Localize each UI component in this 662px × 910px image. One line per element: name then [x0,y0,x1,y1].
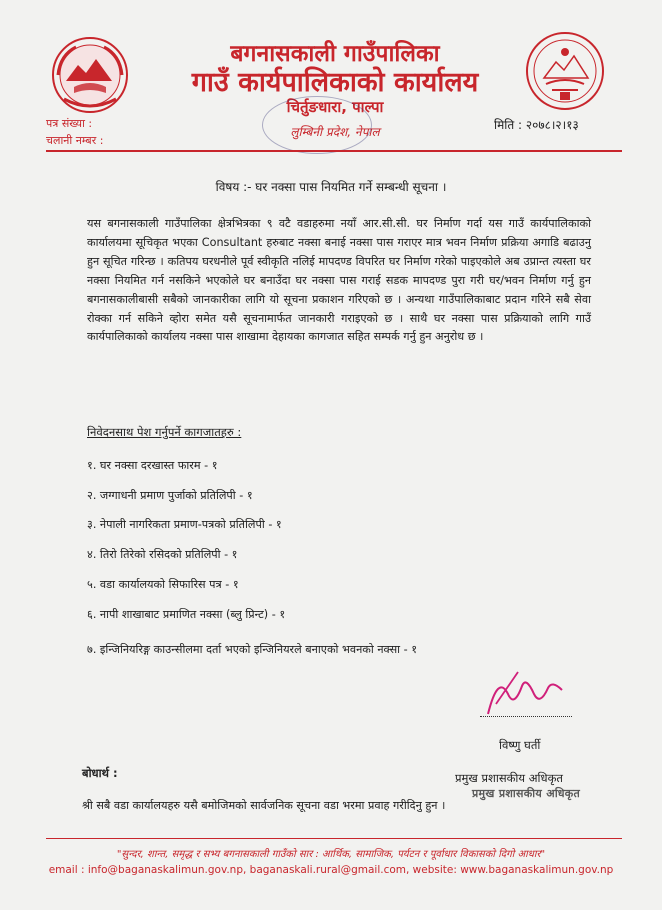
office-name: गाउँ कार्यपालिकाको कार्यालय [191,67,479,98]
office-stamp [262,96,372,154]
designation-stamp: प्रमुख प्रशासकीय अधिकृत [472,787,581,800]
ref-number-label: पत्र संख्या : [46,117,93,130]
documents-heading: निवेदनसाथ पेश गर्नुपर्ने कागजातहरु : [87,425,242,439]
document-item: ५. वडा कार्यालयको सिफारिस पत्र - १ [87,578,239,591]
document-item: ६. नापी शाखाबाट प्रमाणित नक्सा (ब्लु प्रिन्ट) - १ [87,608,286,621]
signature-line [480,716,572,717]
municipality-logo-icon [524,30,606,112]
dispatch-number-label: चलानी नम्बर : [46,134,104,147]
signer-designation: प्रमुख प्रशासकीय अधिकृत [455,771,563,785]
document-item: २. जग्गाधनी प्रमाण पुर्जाको प्रतिलिपी - १ [87,489,253,502]
document-item: ७. इन्जिनियरिङ्ग काउन्सीलमा दर्ता भएको इन्जिनियरले बनाएको भवनको नक्सा - १ [87,643,418,656]
notice-body: यस बगनासकाली गाउँपालिका क्षेत्रभित्रका ९ वटै वडाहरुमा नयाँ आर.सी.सी. घर निर्माण गर्दा यस गाउँ कार्यपालिकाको कार्यालयमा सूचिकृत भएका Consultant हरुबाट नक्सा बनाई नक्सा पास गराएर मात्र भवन निर्माण प्रक्रिया अगाडि बढाउनु हुन सूचित गरिन्छ । कतिपय घरधनीले पूर्व स्वीकृति नलिई मापदण्ड विपरित घर निर्माण गरेको पाइएकोले अब उप्रान्त त्यस्ता घर नक्सा नियमित गर्न नसकिने भएकोले घर बनाउँदा घर नक्सा पास गराई सडक मापदण्ड पुरा गरी घर/भवन निर्माण गर्नु हुन बगनासकालीबासी सबैको जानकारीका लागि यो सूचना प्रकाशन गरिएको छ । अन्यथा गाउँपालिकाबाट प्रदान गरिने सबै सेवा रोक्का गर्न सकिने व्होरा समेत यसै सूचनामार्फत जानकारी गराइएको छ । साथै घर नक्सा पास प्रक्रियाको लागि गाउँ कार्यपालिकाको कार्यालय नक्सा पास शाखामा देहायका कागजात सहित सम्पर्क गर्नु हुन अनुरोध छ । [87,217,591,344]
notice-date: मिति : २०७८।२।१३ [494,118,579,132]
header-divider [46,150,622,152]
bodhartha-label: बोधार्थ : [82,766,118,780]
province-name: लुम्बिनी प्रदेश, नेपाल [290,125,380,139]
signature-scribble [478,664,568,724]
government-emblem-icon [50,35,130,115]
notice-subject: विषय :- घर नक्सा पास नियमित गर्ने सम्बन्धी सूचना । [215,180,447,194]
office-address: चिर्तुङधारा, पाल्पा [286,98,384,116]
document-item: १. घर नक्सा दरखास्त फारम - १ [87,459,218,472]
footer-contact: email : info@baganaskalimun.gov.np, baganaskali.rural@gmail.com, website: www.baganaskalimun.gov.np [48,864,614,876]
document-item: ४. तिरो तिरेको रसिदको प्रतिलिपी - १ [87,548,238,561]
footer-slogan: "सुन्दर, शान्त, समृद्ध र सभ्य बगनासकाली गाउँको सार : आर्थिक, सामाजिक, पर्यटन र पूर्वाधार विकासको दिगो आधार" [116,849,546,860]
footer-divider [46,838,622,839]
signer-name: विष्णु घर्ती [499,738,541,752]
document-item: ३. नेपाली नागरिकता प्रमाण-पत्रको प्रतिलिपी - १ [87,518,282,531]
bodhartha-text: श्री सबै वडा कार्यालयहरु यसै बमोजिमको सार्वजनिक सूचना वडा भरमा प्रवाह गरीदिनु हुन । [82,799,446,812]
municipality-name: बगनासकाली गाउँपालिका [230,41,440,67]
